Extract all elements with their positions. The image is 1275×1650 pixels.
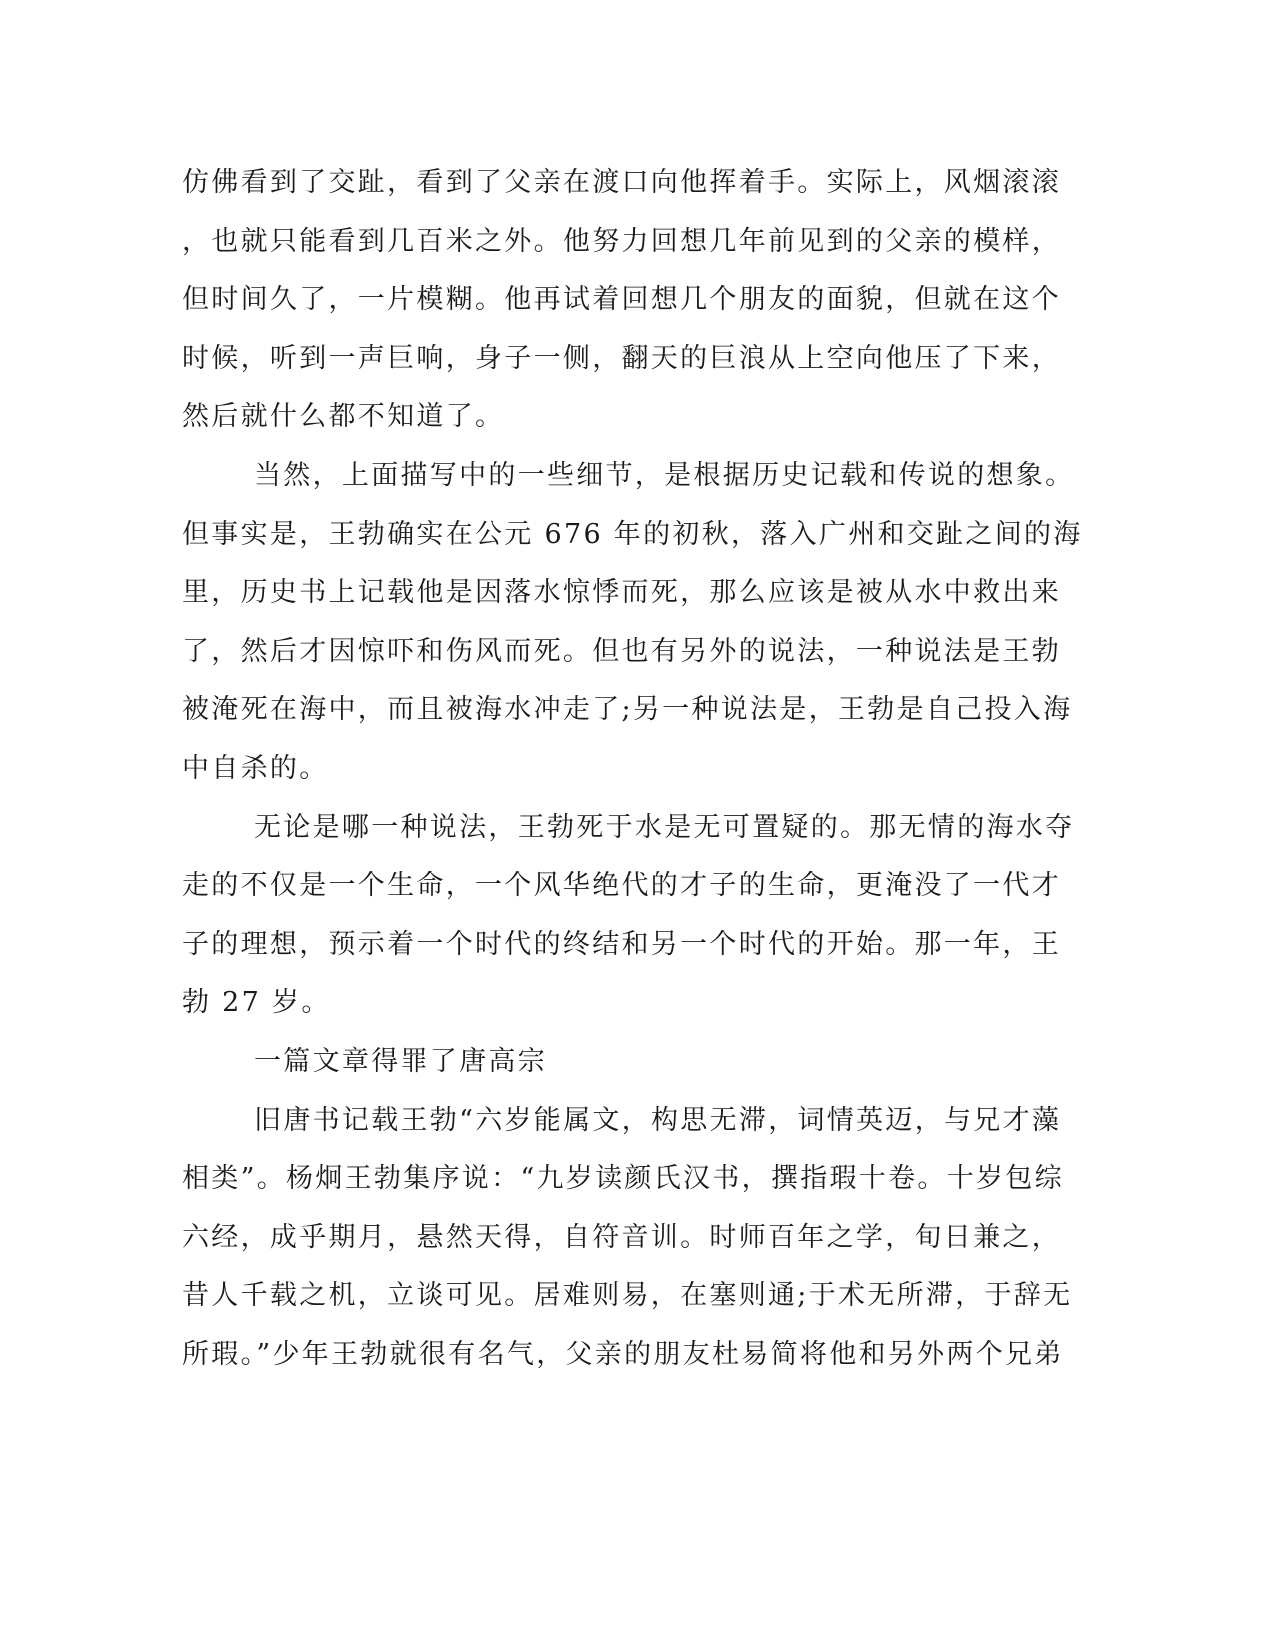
text-line: 但事实是，王勃确实在公元 676 年的初秋，落入广州和交趾之间的海 xyxy=(182,518,1083,550)
paragraph-start-line: 无论是哪一种说法，王勃死于水是无可置疑的。那无情的海水夺 xyxy=(254,811,1075,843)
text-line: 勃 27 岁。 xyxy=(182,987,331,1019)
text-line: 时候，听到一声巨响，身子一侧，翻天的巨浪从上空向他压了下来， xyxy=(182,342,1061,374)
section-heading: 一篇文章得罪了唐高宗 xyxy=(254,1045,547,1077)
text-line: ，也就只能看到几百米之外。他努力回想几年前见到的父亲的模样， xyxy=(182,225,1061,257)
text-line: 然后就什么都不知道了。 xyxy=(182,401,505,433)
text-line: 里，历史书上记载他是因落水惊悸而死，那么应该是被从水中救出来 xyxy=(182,577,1061,609)
paragraph-start-line: 旧唐书记载王勃“六岁能属文，构思无滞，词情英迈，与兄才藻 xyxy=(254,1104,1062,1136)
text-line: 仿佛看到了交趾，看到了父亲在渡口向他挥着手。实际上，风烟滚滚 xyxy=(182,167,1061,198)
text-line: 所瑕。”少年王勃就很有名气，父亲的朋友杜易简将他和另外两个兄弟 xyxy=(182,1338,1064,1370)
paragraph-start-line: 当然，上面描写中的一些细节，是根据历史记载和传说的想象。 xyxy=(254,459,1075,491)
text-line: 昔人千载之机，立谈可见。居难则易，在塞则通;于术无所滞，于辞无 xyxy=(182,1280,1073,1312)
text-line: 走的不仅是一个生命，一个风华绝代的才子的生命，更淹没了一代才 xyxy=(182,870,1061,902)
body-text xyxy=(182,160,1083,1390)
text-line: 中自杀的。 xyxy=(182,752,329,784)
text-line: 被淹死在海中，而且被海水冲走了;另一种说法是，王勃是自己投入海 xyxy=(182,694,1073,726)
text-line: 子的理想，预示着一个时代的终结和另一个时代的开始。那一年，王 xyxy=(182,928,1061,960)
text-line: 了，然后才因惊吓和伤风而死。但也有另外的说法，一种说法是王勃 xyxy=(182,635,1061,667)
text-line: 但时间久了，一片模糊。他再试着回想几个朋友的面貌，但就在这个 xyxy=(182,284,1061,316)
text-line: 相类”。杨炯王勃集序说：“九岁读颜氏汉书，撰指瑕十卷。十岁包综 xyxy=(182,1163,1064,1195)
text-line: 六经，成乎期月，悬然天得，自符音训。时师百年之学，旬日兼之， xyxy=(182,1221,1061,1253)
